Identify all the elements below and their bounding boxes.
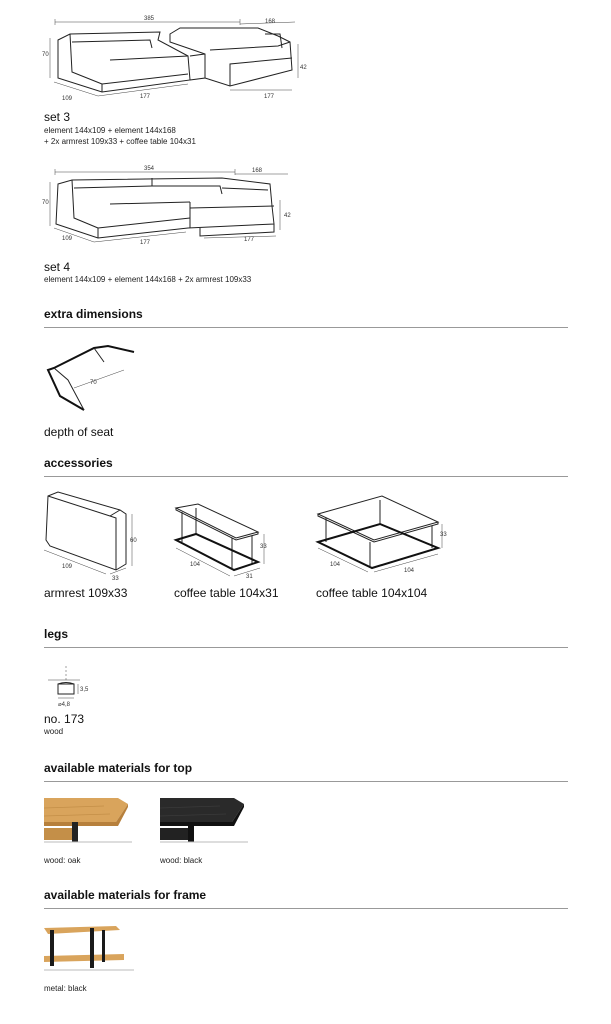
set3-dim-left: 177 xyxy=(140,94,151,100)
materials-top-divider xyxy=(44,781,568,782)
armrest-dim-width: 33 xyxy=(112,576,119,582)
leg-material: wood xyxy=(44,727,64,736)
set3-dim-right: 177 xyxy=(264,94,275,100)
material-metal-black-label: metal: black xyxy=(44,984,87,993)
armrest-caption: armrest 109x33 xyxy=(44,586,128,600)
table1-dim-length: 104 xyxy=(190,562,201,568)
set4-dim-left: 177 xyxy=(140,240,151,246)
leg-dim-height: 3,5 xyxy=(80,687,89,693)
set4-dim-right: 177 xyxy=(244,237,255,243)
swatch-wood-oak xyxy=(44,798,132,844)
coffee-table-104x104-drawing xyxy=(314,492,454,578)
depth-of-seat-caption: depth of seat xyxy=(44,425,114,439)
set4-dim-chaise: 168 xyxy=(252,168,263,174)
extra-dimensions-heading: extra dimensions xyxy=(44,307,143,321)
set3-dim-chaise: 168 xyxy=(265,19,276,25)
set3-dim-seat: 42 xyxy=(300,65,307,71)
set4-dim-depth: 109 xyxy=(62,236,73,242)
coffee-table-104x31-caption: coffee table 104x31 xyxy=(174,586,279,600)
material-wood-black-label: wood: black xyxy=(160,856,203,865)
set3-description-line2: + 2x armrest 109x33 + coffee table 104x31 xyxy=(44,137,196,146)
materials-frame-divider xyxy=(44,908,568,909)
set3-sofa-drawing xyxy=(40,12,310,100)
coffee-table-104x31-drawing xyxy=(172,500,282,582)
legs-heading: legs xyxy=(44,627,69,641)
set4-dim-height: 70 xyxy=(42,200,49,206)
armrest-dim-height: 60 xyxy=(130,538,137,544)
set3-dim-depth: 109 xyxy=(62,96,73,102)
armrest-drawing xyxy=(40,488,150,582)
accessories-heading: accessories xyxy=(44,456,113,470)
set4-dim-seat: 42 xyxy=(284,213,291,219)
swatch-metal-black xyxy=(44,924,134,972)
extra-dimensions-divider xyxy=(44,327,568,328)
set3-dim-height: 70 xyxy=(42,52,49,58)
set3-title: set 3 xyxy=(44,110,71,124)
swatch-wood-black xyxy=(160,798,248,844)
table2-dim-length: 104 xyxy=(330,562,341,568)
coffee-table-104x104-caption: coffee table 104x104 xyxy=(316,586,428,600)
set4-sofa-drawing xyxy=(40,160,300,248)
table2-dim-height: 33 xyxy=(440,532,447,538)
materials-frame-heading: available materials for frame xyxy=(44,888,207,902)
set4-description: element 144x109 + element 144x168 + 2x armrest 109x33 xyxy=(44,275,252,284)
materials-top-heading: available materials for top xyxy=(44,761,193,775)
leg-dim-diameter: ⌀4,8 xyxy=(58,702,70,708)
leg-name: no. 173 xyxy=(44,712,85,726)
armrest-dim-length: 109 xyxy=(62,564,73,570)
table2-dim-width: 104 xyxy=(404,568,415,574)
set3-dim-total: 385 xyxy=(144,16,155,22)
leg-drawing xyxy=(44,666,104,710)
material-wood-oak-label: wood: oak xyxy=(44,856,81,865)
table1-dim-height: 33 xyxy=(260,544,267,550)
set4-dim-total: 354 xyxy=(144,166,155,172)
accessories-divider xyxy=(44,476,568,477)
table1-dim-width: 31 xyxy=(246,574,253,580)
legs-divider xyxy=(44,647,568,648)
seat-depth-drawing xyxy=(44,340,144,410)
set3-description-line1: element 144x109 + element 144x168 xyxy=(44,126,176,135)
seat-depth-dim: 70 xyxy=(90,380,97,386)
set4-title: set 4 xyxy=(44,260,71,274)
